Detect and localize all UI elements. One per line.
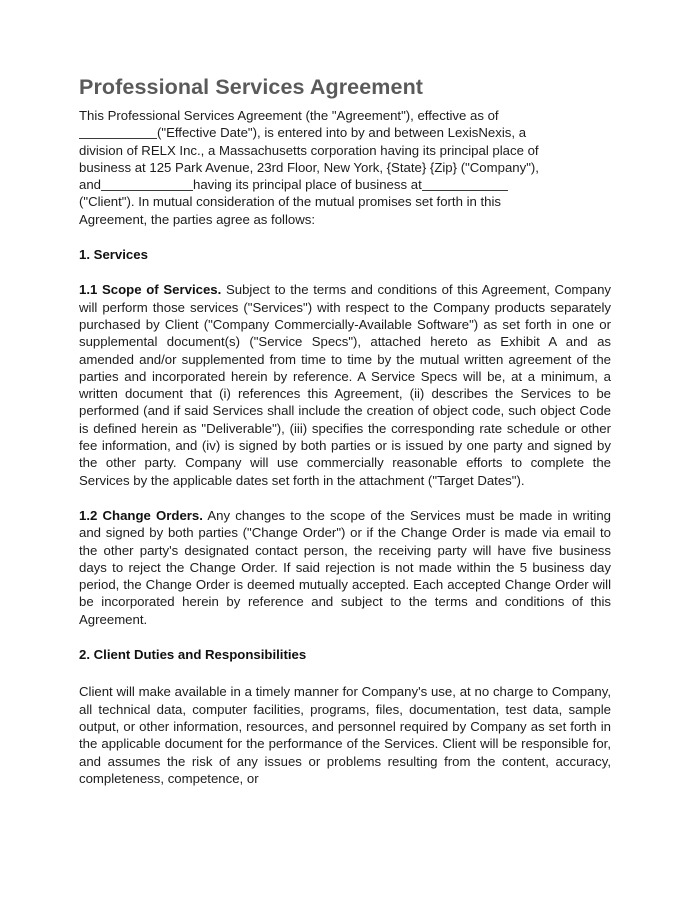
spacer	[79, 628, 611, 646]
preamble-line-3: division of RELX Inc., a Massachusetts corporation having its principal place of	[79, 142, 539, 158]
client-address-blank[interactable]	[422, 178, 508, 191]
spacer	[79, 489, 611, 507]
clause-1-2	[79, 507, 611, 628]
preamble-line-5-prefix: and	[79, 177, 102, 193]
client-name-blank[interactable]	[101, 178, 193, 191]
preamble-line-7: Agreement, the parties agree as follows:	[79, 211, 316, 227]
clause-1-2-number: 1.2 Change Orders.	[79, 507, 203, 523]
document-body	[79, 74, 611, 787]
spacer	[79, 263, 611, 281]
preamble-line-6: ("Client"). In mutual consideration of the mutual promises set forth in this	[79, 194, 502, 210]
section-heading-2: 2. Client Duties and Responsibilities	[79, 647, 307, 663]
clause-1-1-text: Subject to the terms and conditions of this Agreement, Company will perform those services ("Services") with respect to the Company products separately purchased by Client ("Company Commercially-Available Software") as set forth in one or supplemental document(s) ("Service Specs"), attached hereto as Exhibit A and as amended and/or supplemented from time to time by the mutual written agreement of the parties and incorporated herein by reference. A Service Specs will be, at a minimum, a written document that (i) references this Agreement, (ii) describes the Services to be performed (and if said Services shall include the creation of object code, such object Code is defined herein as "Deliverable"), (iii) specifies the corresponding rate schedule or other fee information, and (iv) is signed by both parties or is issued by one party and signed by the other party. Company will use commercially reasonable efforts to complete the Services by the applicable dates set forth in the attachment ("Target Dates").	[79, 282, 611, 488]
effective-date-blank[interactable]	[79, 126, 157, 139]
preamble-paragraph	[79, 107, 611, 228]
section-2-paragraph: Client will make available in a timely manner for Company's use, at no charge to Company, all technical data, computer facilities, programs, files, documentation, test data, sample output, or other information, resources, and personnel required by Company as set forth in the applicable document for the performance of the Services. Client will be responsible for, and assumes the risk of any issues or problems resulting from the content, accuracy, completeness, competence, or	[79, 684, 611, 786]
preamble-line-1: This Professional Services Agreement (the "Agreement"), effective as of	[79, 108, 499, 123]
clause-1-1	[79, 281, 611, 489]
clause-1-2-text: Any changes to the scope of the Services must be made in writing and signed by both parties ("Change Order") or if the Change Order is made via email to the other party's designated contact person, the receiving party will have five business days to reject the Change Order. If said rejection is not made within the 5 business day period, the Change Order is deemed mutually accepted. Each accepted Change Order will be incorporated herein by reference and subject to the terms and conditions of this Agreement.	[79, 507, 612, 627]
preamble-line-2	[79, 124, 611, 141]
spacer	[79, 663, 611, 683]
preamble-line-2-text: ("Effective Date"), is entered into by and between LexisNexis, a	[157, 125, 527, 141]
page-title: Professional Services Agreement	[79, 75, 424, 99]
preamble-line-5-middle: having its principal place of business at	[193, 177, 422, 193]
preamble-line-5	[79, 176, 611, 193]
preamble-line-4: business at 125 Park Avenue, 23rd Floor, New York, {State} {Zip} ("Company"),	[79, 159, 539, 175]
spacer	[79, 228, 611, 246]
clause-1-1-number: 1.1 Scope of Services.	[79, 282, 222, 298]
section-heading-1: 1. Services	[79, 247, 148, 263]
